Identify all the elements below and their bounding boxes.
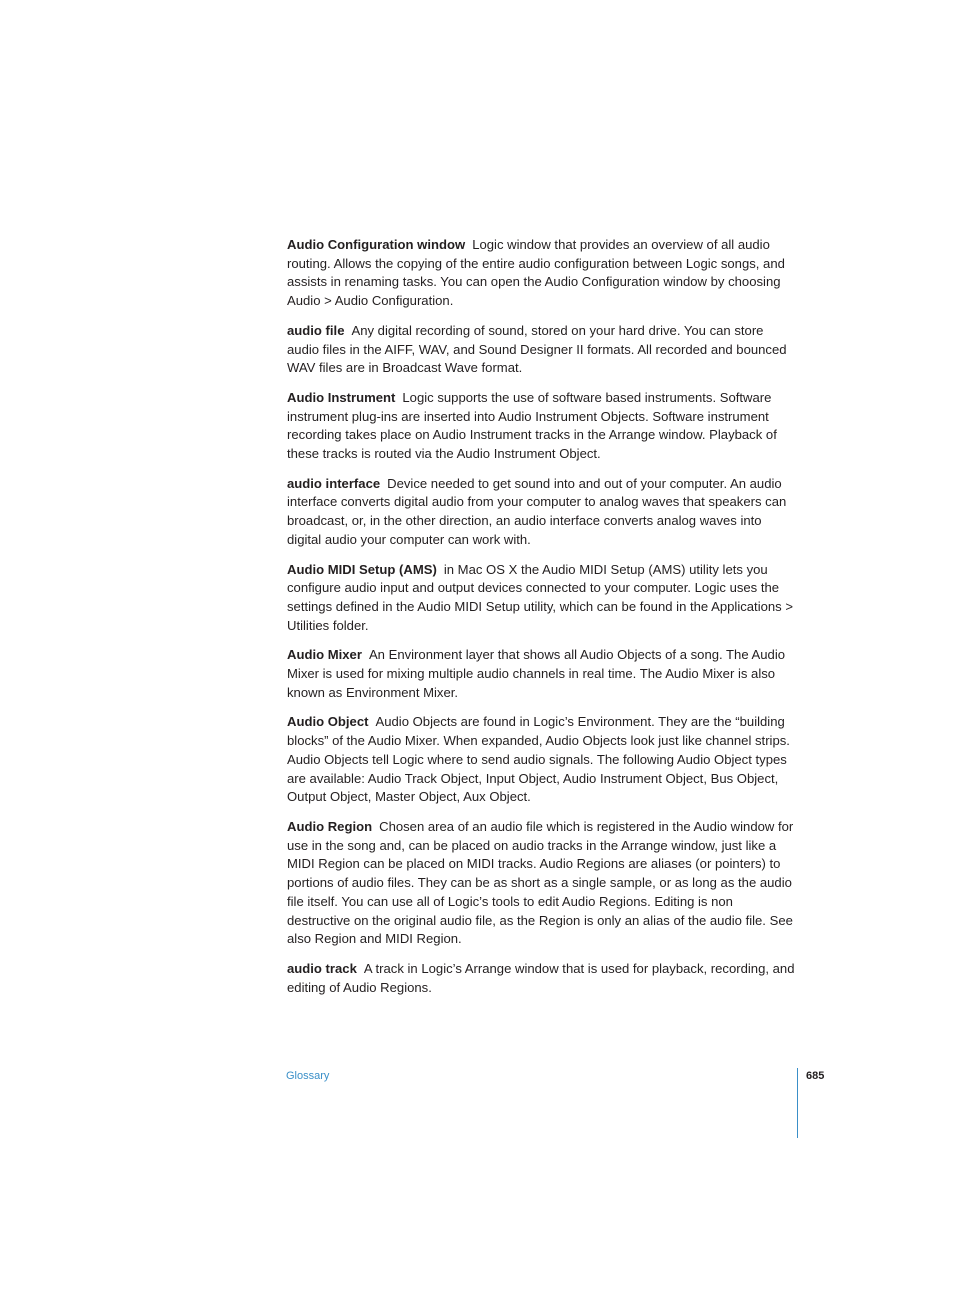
glossary-entry-audio-midi-setup [287,561,795,636]
glossary-term: audio interface [287,475,381,491]
glossary-definition: Chosen area of an audio file which is registered in the Audio window for use in the song and, can be placed on audio tracks in the Arrange window, just like a MIDI Region can be placed on MIDI tracks. Audio Regions are aliases (or pointers) to portions of audio files. They can be as short as a single sample, or as long as the audio file itself. You can use all of Logic’s tools to edit Audio Regions. Editing is non destructive on the original audio file, as the Region is only an alias of the audio file. See also Region and MIDI Region. [287,818,794,947]
glossary-definition: Any digital recording of sound, stored on your hard drive. You can store audio files in the AIFF, WAV, and Sound Designer II formats. All recorded and bounced WAV files are in Broadcast Wave format. [287,322,787,376]
glossary-entry-audio-configuration-window [287,236,795,311]
glossary-definition: Logic supports the use of software based instruments. Software instrument plug-ins are inserted into Audio Instrument Objects. Software instrument recording takes place on Audio Instrument tracks in the Arrange window. Playback of these tracks is routed via the Audio Instrument Object. [287,389,777,462]
glossary-definition: Audio Objects are found in Logic’s Environment. They are the “building blocks” of the Audio Mixer. When expanded, Audio Objects look just like channel strips. Audio Objects tell Logic where to send audio signals. The following Audio Object types are available: Audio Track Object, Input Object, Audio Instrument Object, Bus Object, Output Object, Master Object, Aux Object. [287,714,790,805]
glossary-term: Audio Instrument [287,389,396,405]
glossary-definition: Logic window that provides an overview of all audio routing. Allows the copying of the entire audio configuration between Logic songs, and assists in renaming tasks. You can open the Audio Configuration window by choosing Audio > Audio Configuration. [287,237,785,309]
glossary-term: Audio MIDI Setup (AMS) [287,561,437,577]
glossary-definition: Device needed to get sound into and out of your computer. An audio interface converts digital audio from your computer to analog waves that speakers can broadcast, or, in the other direction, an audio interface converts analog waves into digital audio your computer can work with. [287,475,787,547]
glossary-term: Audio Region [287,818,373,834]
glossary-definition: in Mac OS X the Audio MIDI Setup (AMS) utility lets you configure audio input and output devices connected to your computer. Logic uses the settings defined in the Audio MIDI Setup utility, which can be found in the Applications > Utilities folder. [287,561,794,633]
glossary-term: Audio Object [287,714,369,730]
glossary-entry-audio-file [287,322,795,378]
glossary-entry-audio-mixer [287,646,795,702]
glossary-entry-audio-track [287,960,795,997]
glossary-list [287,236,795,1008]
footer-section-title: Glossary [286,1070,330,1082]
glossary-entry-audio-object [287,713,795,807]
page-number: 685 [806,1070,825,1082]
glossary-term: audio track [287,960,357,976]
glossary-term: Audio Mixer [287,647,362,663]
glossary-definition: An Environment layer that shows all Audio Objects of a song. The Audio Mixer is used for mixing multiple audio channels in real time. The Audio Mixer is also known as Environment Mixer. [287,647,786,700]
glossary-entry-audio-instrument [287,389,795,464]
glossary-entry-audio-interface [287,475,795,550]
glossary-term: audio file [287,322,345,338]
glossary-term: Audio Configuration window [287,237,466,252]
footer-divider [797,1068,798,1138]
glossary-definition: A track in Logic’s Arrange window that is used for playback, recording, and editing of Audio Regions. [287,960,795,995]
glossary-entry-audio-region [287,818,795,949]
